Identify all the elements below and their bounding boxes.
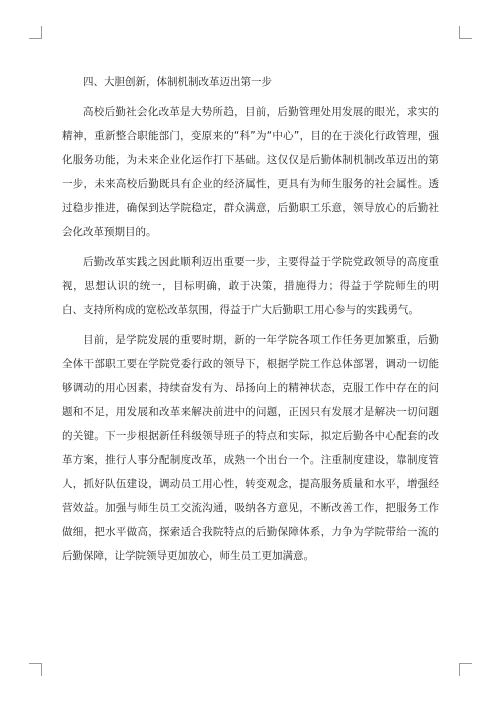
- crop-mark-top-right: [459, 26, 472, 39]
- paragraph-1: 高校后勤社会化改革是大势所趋，目前，后勤管理处用发展的眼光，求实的精神，重新整合职能部门，变原来的“科”为“中心”，目的在于淡化行政管理，强化服务功能，为未来企业化运作打下基础。这仅仅是后勤体制机制改革迈出的第一步，未来高校后勤既具有企业的经济属性，更具有为师生服务的社会属性。透过稳步推进，确保到达学院稳定，群众满意，后勤职工乐意，领导放心的后勤社会化改革预期目的。: [62, 106, 439, 238]
- paragraph-2: 后勤改革实践之因此顺利迈出重要一步，主要得益于学院党政领导的高度重视，思想认识的统一，目标明确，敢于决策，措施得力；得益于学院师生的明白、支持所构成的宽松改革氛围，得益于广大后勤职工用心参与的实践勇气。: [62, 256, 439, 316]
- crop-mark-bottom-right: [459, 663, 472, 676]
- section-heading: 四、大胆创新，体制机制改革迈出第一步: [83, 76, 272, 88]
- paragraph-3: 目前，是学院发展的重要时期，新的一年学院各项工作任务更加繁重，后勤全体干部职工要在学院党委行政的领导下，根据学院工作总体部署，调动一切能够调动的用心因素，持续奋发有为、昂扬向上的精神状态，克服工作中存在的问题和不足，用发展和改革来解决前进中的问题，正因只有发展才是解决一切问题的关键。下一步根据新任科级领导班子的特点和实际，拟定后勤各中心配套的改革方案，推行人事分配制度改革，成熟一个出台一个。注重制度建设，靠制度管人，抓好队伍建设，调动员工用心性，转变观念，提高服务质量和水平，增强经营效益。加强与师生员工交流沟通，吸纳各方意见，不断改善工作，把服务工作做细，把水平做高，探索适合我院特点的后勤保障体系，力争为学院带给一流的后勤保障，让学院领导更加放心，师生员工更加满意。: [62, 334, 439, 562]
- document-body: [62, 70, 439, 574]
- crop-mark-top-left: [29, 26, 42, 39]
- crop-mark-bottom-left: [29, 663, 42, 676]
